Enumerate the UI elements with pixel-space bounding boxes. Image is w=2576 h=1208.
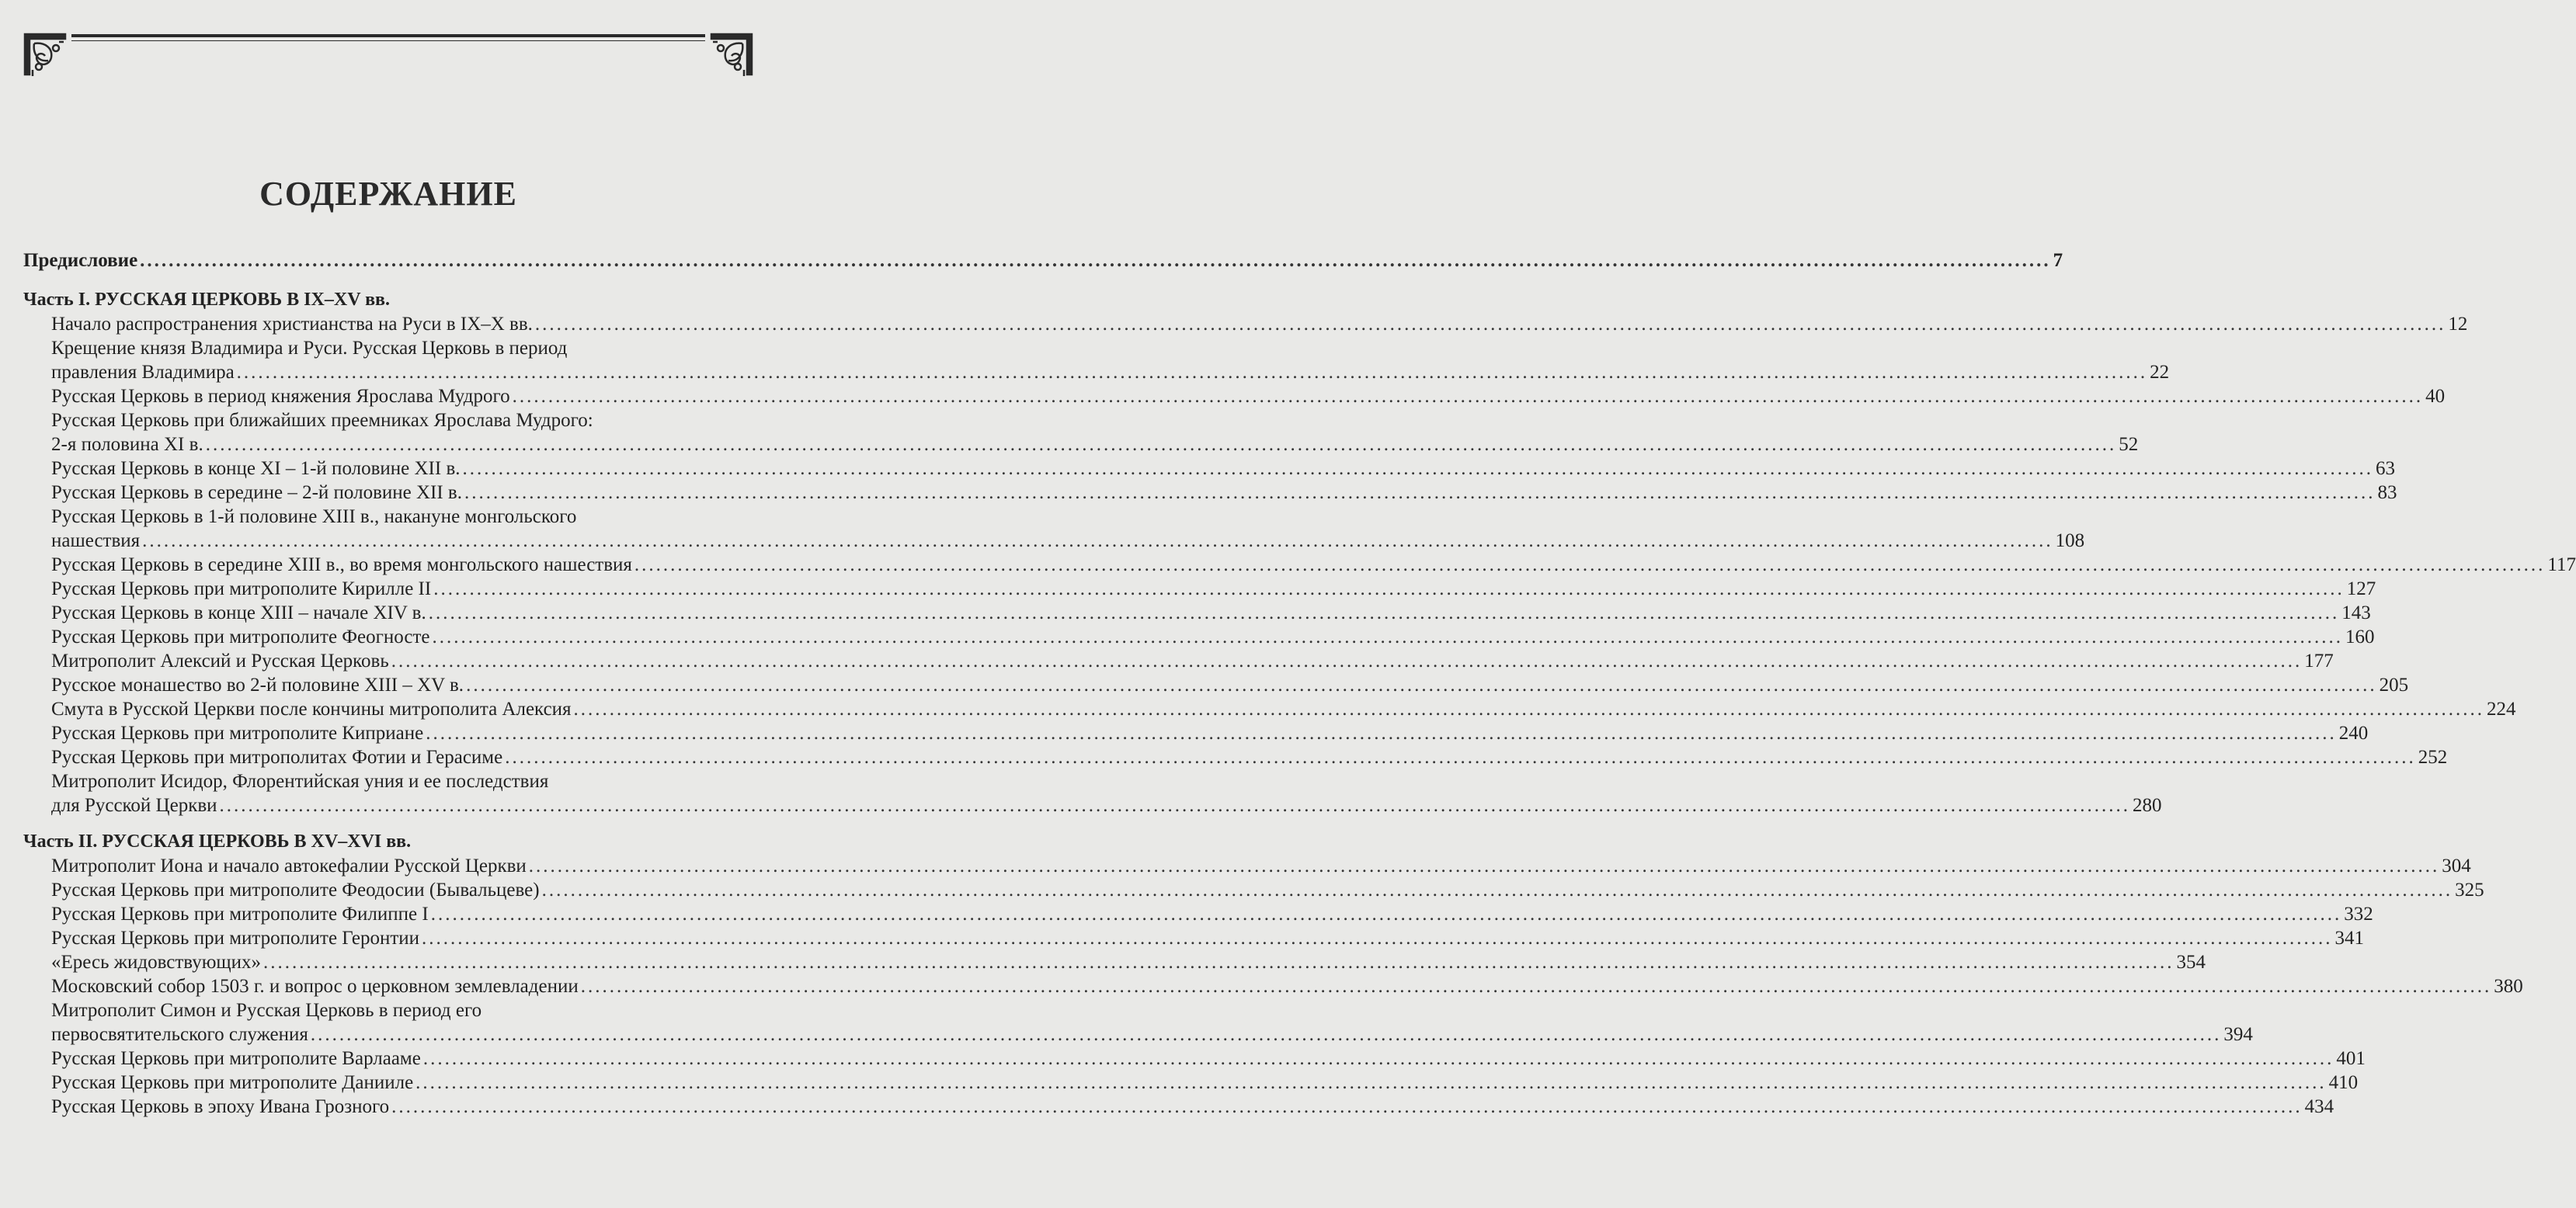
toc-page-number: 332 (2344, 904, 2373, 925)
toc-entry-title: Русская Церковь при ближайших преемниках Ярослава Мудрого: (51, 410, 593, 431)
toc-entry[interactable] (23, 998, 2253, 1047)
toc-entry-title: Предисловие (23, 250, 138, 271)
dot-leader (415, 1071, 2327, 1095)
dot-leader (433, 577, 2345, 601)
toc-entry-title: Русская Церковь при митрополите Варлааме (51, 1048, 421, 1069)
toc-entry-title: «Ересь жидовствующих» (51, 952, 262, 973)
toc-entry-title: Русская Церковь в середине XIII в., во время монгольского нашествия (51, 554, 632, 575)
toc-entry-title: Русская Церковь при митрополите Феодосии (Бывальцеве) (51, 880, 540, 901)
toc-entry-title: Русская Церковь в конце XI – 1-й половине XII в. (51, 458, 461, 479)
toc-entry-title: Русская Церковь в конце XIII – начале XIV в. (51, 602, 426, 623)
toc-entry-title: Московский собор 1503 г. и вопрос о церковном землевладении (51, 976, 579, 997)
toc-entry-title: Митрополит Иона и начало автокефалии Русской Церкви (51, 856, 527, 876)
toc-entry[interactable] (23, 745, 2448, 769)
toc-entry-title: Митрополит Исидор, Флорентийская уния и ее последствия (51, 771, 549, 792)
dot-leader (464, 481, 2376, 505)
toc-entry-title: Начало распространения христианства на Руси в IX–X вв. (51, 314, 533, 335)
dot-leader (237, 360, 2148, 384)
toc-entry-title: для Русской Церкви (51, 795, 217, 816)
toc-entry[interactable] (23, 721, 2369, 745)
dot-leader (429, 601, 2340, 625)
dot-leader (466, 673, 2377, 697)
toc-entry-title: Крещение князя Владимира и Руси. Русская Церковь в период (51, 338, 568, 359)
toc-page-number: 304 (2442, 856, 2471, 876)
toc-page-number: 205 (2379, 675, 2409, 696)
toc-page-number: 22 (2150, 362, 2170, 383)
dot-leader (140, 248, 2051, 272)
toc-page-number: 394 (2223, 1024, 2253, 1045)
toc-page-number: 325 (2455, 880, 2484, 901)
toc-page-number: 280 (2133, 795, 2162, 816)
toc-entry-title: Смута в Русской Церкви после кончины митрополита Алексия (51, 699, 572, 720)
toc-entry[interactable] (23, 1047, 2366, 1071)
dot-leader (634, 553, 2546, 577)
dot-leader (142, 529, 2053, 553)
table-of-contents (23, 248, 2576, 1119)
dot-leader (391, 649, 2303, 673)
toc-page-number: 40 (2425, 386, 2446, 407)
toc-page-number: 63 (2376, 458, 2396, 479)
dot-leader (505, 745, 2416, 769)
page-title: СОДЕРЖАНИЕ (259, 175, 517, 213)
part-heading: Часть II. РУССКАЯ ЦЕРКОВЬ В XV–XVI вв. (23, 831, 412, 852)
toc-page-number: 143 (2341, 602, 2371, 623)
toc-entry-title: Русская Церковь в середине – 2-й половине XII в. (51, 482, 462, 503)
toc-page-number: 401 (2336, 1048, 2366, 1069)
toc-entry[interactable] (23, 854, 2471, 878)
toc-entry-title: Русская Церковь при митрополите Данииле (51, 1072, 414, 1093)
toc-page-number: 240 (2338, 723, 2369, 744)
header-rule-thin (71, 40, 705, 41)
dot-leader (574, 697, 2485, 721)
dot-leader (422, 926, 2333, 950)
toc-entry-title: Русская Церковь при митрополите Кирилле II (51, 578, 432, 599)
toc-page-number: 177 (2304, 651, 2334, 672)
header-rule-thick (71, 34, 705, 37)
toc-entry-title: нашествия (51, 530, 141, 551)
toc-page-number: 410 (2328, 1072, 2359, 1093)
toc-entry-title: Русское монашество во 2-й половине XIII – XV в. (51, 675, 464, 696)
part-heading: Часть I. РУССКАЯ ЦЕРКОВЬ В IX–XV вв. (23, 290, 391, 310)
toc-entry[interactable] (23, 697, 2516, 721)
toc-entry-title: Русская Церковь при митрополите Феогносте (51, 627, 430, 647)
toc-entry[interactable] (23, 1095, 2334, 1119)
dot-leader (529, 854, 2440, 878)
toc-entry[interactable] (23, 974, 2523, 998)
toc-page-number: 7 (2053, 250, 2063, 271)
toc-entry[interactable] (23, 553, 2576, 577)
dot-leader (535, 312, 2446, 336)
toc-entry[interactable] (23, 456, 2396, 481)
toc-page-number: 380 (2494, 976, 2523, 997)
toc-page-number: 83 (2377, 482, 2397, 503)
toc-page-number: 224 (2487, 699, 2516, 720)
dot-leader (263, 950, 2174, 974)
dot-leader (206, 432, 2117, 456)
toc-entry-title: Митрополит Симон и Русская Церковь в период его (51, 1000, 482, 1021)
toc-entry-title: Русская Церковь при митрополитах Фотии и Герасиме (51, 747, 503, 768)
ornament-left-icon (22, 31, 68, 79)
dot-leader (513, 384, 2424, 408)
toc-entry[interactable] (23, 312, 2468, 336)
toc-entry[interactable] (23, 902, 2373, 926)
toc-entry[interactable] (23, 769, 2162, 817)
toc-entry[interactable] (23, 481, 2397, 505)
toc-entry[interactable] (23, 625, 2375, 649)
toc-entry-title: Русская Церковь при митрополите Филиппе I (51, 904, 429, 925)
part1-entries (23, 312, 2576, 817)
part2-entries (23, 854, 2523, 1119)
dot-leader (431, 902, 2342, 926)
toc-page-number: 341 (2334, 928, 2365, 949)
toc-page-number: 160 (2345, 627, 2375, 647)
toc-page-number: 127 (2346, 578, 2376, 599)
toc-entry-title: Русская Церковь в 1-й половине XIII в., накануне монгольского (51, 506, 577, 527)
toc-entry[interactable] (23, 384, 2446, 408)
toc-page-number: 52 (2119, 434, 2139, 455)
toc-page-number: 117 (2547, 554, 2576, 575)
toc-entry[interactable] (23, 408, 2139, 456)
toc-entry-title: 2-я половина XI в. (51, 434, 203, 455)
dot-leader (391, 1095, 2303, 1119)
dot-leader (433, 625, 2344, 649)
dot-leader (542, 878, 2453, 902)
toc-page-number: 354 (2176, 952, 2206, 973)
dot-leader (581, 974, 2492, 998)
toc-entry-title: Митрополит Алексий и Русская Церковь (51, 651, 389, 672)
toc-entry[interactable] (23, 649, 2334, 673)
toc-entry-title: Русская Церковь в период княжения Ярослава Мудрого (51, 386, 510, 407)
dot-leader (311, 1022, 2222, 1047)
dot-leader (220, 793, 2131, 817)
toc-entry-title: правления Владимира (51, 362, 235, 383)
toc-entry[interactable] (23, 673, 2409, 697)
toc-entry[interactable] (23, 601, 2371, 625)
toc-entry-title: первосвятительского служения (51, 1024, 308, 1045)
ornament-right-icon (708, 31, 755, 79)
toc-entry[interactable] (23, 1071, 2359, 1095)
toc-entry[interactable] (23, 878, 2484, 902)
toc-entry-title: Русская Церковь при митрополите Геронтии (51, 928, 420, 949)
toc-entry[interactable] (23, 505, 2085, 553)
dot-leader (426, 721, 2337, 745)
toc-page-number: 12 (2448, 314, 2468, 335)
toc-page-number: 434 (2304, 1096, 2334, 1117)
toc-entry-title: Русская Церковь в эпоху Ивана Грозного (51, 1096, 390, 1117)
toc-entry-title: Русская Церковь при митрополите Киприане (51, 723, 424, 744)
dot-leader (463, 456, 2374, 481)
toc-entry[interactable] (23, 336, 2170, 384)
toc-entry[interactable] (23, 926, 2365, 950)
toc-entry-preface[interactable] (23, 248, 2063, 272)
dot-leader (423, 1047, 2334, 1071)
toc-page-number: 108 (2055, 530, 2085, 551)
toc-page-number: 252 (2418, 747, 2448, 768)
toc-entry[interactable] (23, 577, 2376, 601)
toc-entry[interactable] (23, 950, 2206, 974)
